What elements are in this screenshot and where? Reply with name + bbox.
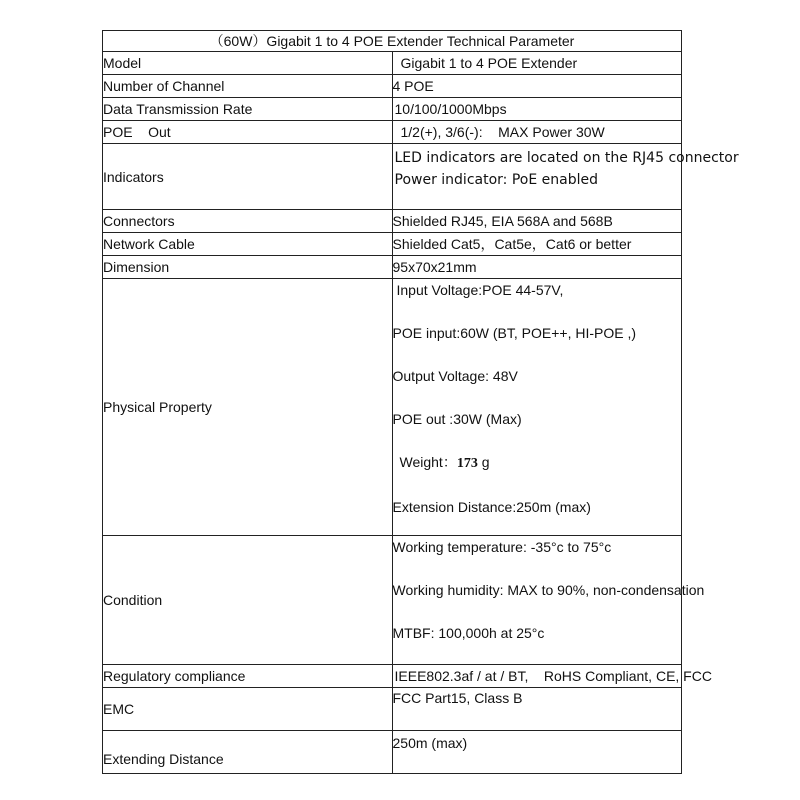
table-row: [103, 256, 682, 279]
table-row: [103, 52, 682, 75]
physical-line: Input Voltage:POE 44-57V,: [396, 282, 564, 298]
indicators-line: LED indicators are located on the RJ45 connector: [394, 150, 739, 166]
row-label-extending: Extending Distance: [103, 731, 393, 774]
row-value-cable: Shielded Cat5，Cat5e，Cat6 or better: [392, 233, 682, 256]
row-value-physical: [392, 279, 682, 536]
table-row: [103, 688, 682, 731]
weight-line: [393, 454, 682, 472]
table-title: （60W）Gigabit 1 to 4 POE Extender Technical Parameter: [103, 31, 682, 52]
row-label-emc: EMC: [103, 688, 393, 731]
row-value-extending: 250m (max): [392, 731, 682, 774]
title-row: [103, 31, 682, 52]
row-label-poe-out: POE Out: [103, 121, 393, 144]
weight-prefix: Weight：: [399, 454, 457, 470]
row-value-poe-out: 1/2(+), 3/6(-): MAX Power 30W: [392, 121, 682, 144]
row-label-connectors: Connectors: [103, 210, 393, 233]
table-row: [103, 731, 682, 774]
row-label-physical: Physical Property: [103, 279, 393, 536]
table-row: [103, 233, 682, 256]
physical-line: Output Voltage: 48V: [392, 368, 518, 384]
row-value-connectors: Shielded RJ45, EIA 568A and 568B: [392, 210, 682, 233]
row-label-cable: Network Cable: [103, 233, 393, 256]
row-label-rate: Data Transmission Rate: [103, 98, 393, 121]
condition-line: MTBF: 100,000h at 25°c: [392, 625, 545, 641]
table-row: [103, 121, 682, 144]
row-label-regulatory: Regulatory compliance: [103, 665, 393, 688]
row-label-condition: Condition: [103, 536, 393, 665]
table-row: [103, 98, 682, 121]
row-value-channel: 4 POE: [392, 75, 682, 98]
row-value-model: Gigabit 1 to 4 POE Extender: [392, 52, 682, 75]
row-value-rate: 10/100/1000Mbps: [392, 98, 682, 121]
row-label-channel: Number of Channel: [103, 75, 393, 98]
row-value-condition: [392, 536, 705, 665]
condition-line: Working humidity: MAX to 90%, non-condensation: [392, 582, 705, 598]
row-value-regulatory: IEEE802.3af / at / BT, RoHS Compliant, CE, FCC: [392, 665, 682, 688]
row-label-indicators: Indicators: [103, 144, 393, 210]
row-label-dimension: Dimension: [103, 256, 393, 279]
table-row: [103, 536, 682, 665]
table-row: [103, 75, 682, 98]
physical-line: Extension Distance:250m (max): [392, 499, 591, 515]
spec-table: [102, 30, 739, 774]
row-value-dimension: 95x70x21mm: [392, 256, 682, 279]
indicators-line: Power indicator: PoE enabled: [394, 172, 598, 188]
row-value-indicators: [392, 144, 739, 210]
weight-unit: g: [477, 454, 490, 470]
physical-line: POE out :30W (Max): [392, 411, 522, 427]
physical-line: POE input:60W (BT, POE++, HI-POE ,): [392, 325, 637, 341]
table-row: [103, 665, 682, 688]
row-label-model: Model: [103, 52, 393, 75]
table-row: [103, 210, 682, 233]
table-row: [103, 279, 682, 536]
condition-line: Working temperature: -35°c to 75°c: [392, 539, 612, 555]
weight-value: 173: [456, 456, 478, 471]
table-row: [103, 144, 682, 210]
row-value-emc: FCC Part15, Class B: [392, 688, 682, 731]
